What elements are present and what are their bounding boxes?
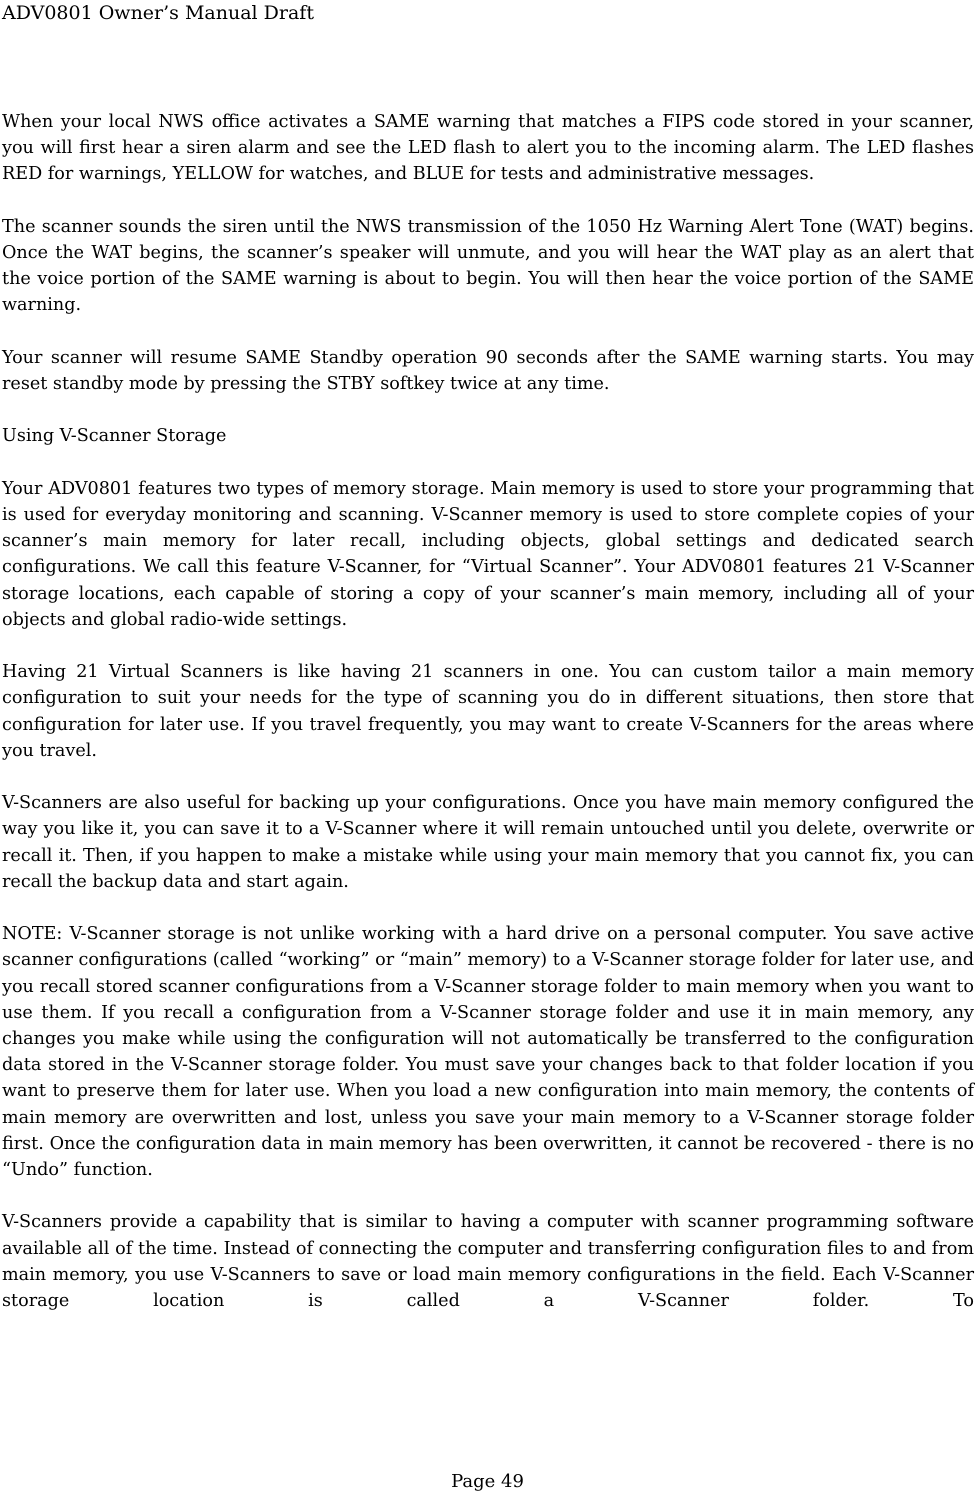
- paragraph-virtual-scanners: Having 21 Virtual Scanners is like having 21 scanners in one. You can custom tailor a main memory configuration to suit your needs for the type of scanning you do in different situations, then store that configuration for later use. If you travel frequently, you may want to create V-Scanners for the areas where you travel.: [2, 662, 974, 761]
- page-number: Page 49: [451, 1471, 524, 1492]
- page-body: [2, 109, 974, 1314]
- paragraph-note: NOTE: V-Scanner storage is not unlike working with a hard drive on a personal computer. You save active scanner configurations (called “working” or “main” memory) to a V-Scanner storage folder for later use, and you recall stored scanner configurations from a V-Scanner storage folder to main memory when you want to use them. If you recall a configuration from a V-Scanner storage folder and use it in main memory, any changes you make while using the configuration will not automatically be transferred to the configuration data stored in the V-Scanner storage folder. You must save your changes back to that folder location if you want to preserve them for later use. When you load a new configuration into main memory, the contents of main memory are overwritten and lost, unless you save your main memory to a V-Scanner storage folder first. Once the configuration data in main memory has been overwritten, it cannot be recovered - there is no “Undo” function.: [2, 924, 974, 1181]
- paragraph-same-alert: When your local NWS office activates a SAME warning that matches a FIPS code stored in your scanner, you will first hear a siren alarm and see the LED flash to alert you to the incoming alarm. The LED flashes RED for warnings, YELLOW for watches, and BLUE for tests and administrative messages.: [2, 112, 974, 185]
- section-heading: Using V-Scanner Storage: [2, 426, 227, 447]
- paragraph-backup: V-Scanners are also useful for backing up your configurations. Once you have main memory configured the way you like it, you can save it to a V-Scanner where it will remain untouched until you delete, overwrite or recall it. Then, if you happen to make a mistake while using your main memory that you cannot fix, you can recall the backup data and start again.: [2, 793, 974, 892]
- paragraph-standby: Your scanner will resume SAME Standby operation 90 seconds after the SAME warning starts. You may reset standby mode by pressing the STBY softkey twice at any time.: [2, 347, 974, 394]
- paragraph-wat: The scanner sounds the siren until the NWS transmission of the 1050 Hz Warning Alert Tone (WAT) begins. Once the WAT begins, the scanner’s speaker will unmute, and you will hear the WAT play as an alert that the voice portion of the SAME warning is about to begin. You will then hear the voice portion of the SAME warning.: [2, 216, 974, 316]
- paragraph-capability: V-Scanners provide a capability that is similar to having a computer with scanner programming software available all of the time. Instead of connecting the computer and transferring configuration files to and from main memory, you use V-Scanners to save or load main memory configurations in the field. Each V-Scanner storage location is called a V-Scanner folder. To: [2, 1212, 974, 1312]
- paragraph-memory-types: Your ADV0801 features two types of memory storage. Main memory is used to store your programming that is used for everyday monitoring and scanning. V-Scanner memory is used to store complete copies of your scanner’s main memory for later recall, including objects, global settings and dedicated search configurations. We call this feature V-Scanner, for “Virtual Scanner”. Your ADV0801 features 21 V-Scanner storage locations, each capable of storing a copy of your scanner’s main memory, including all of your objects and global radio-wide settings.: [2, 478, 974, 630]
- document-header: ADV0801 Owner’s Manual Draft: [2, 2, 314, 24]
